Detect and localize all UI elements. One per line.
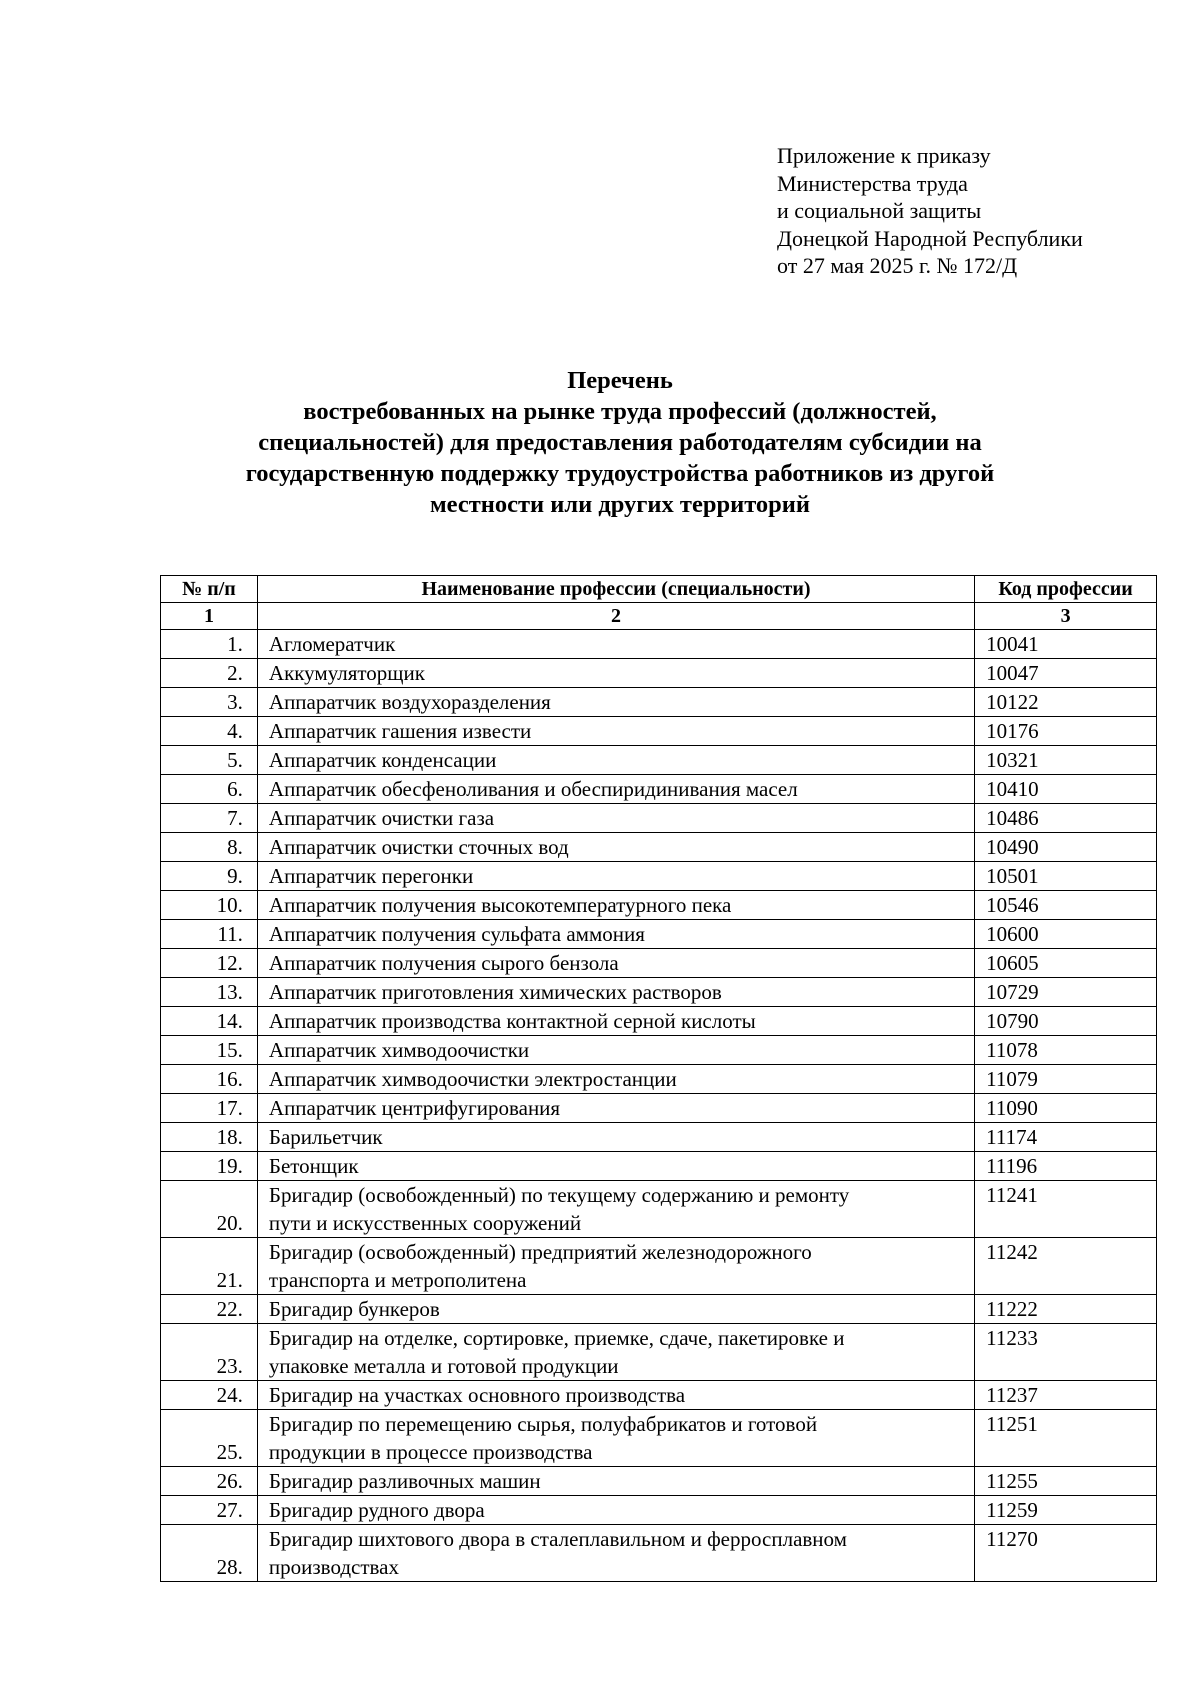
row-number: 2.	[161, 659, 258, 688]
profession-name: Аппаратчик очистки газа	[257, 804, 974, 833]
profession-code: 10176	[975, 717, 1157, 746]
profession-name: Бригадир бункеров	[257, 1295, 974, 1324]
table-row	[161, 949, 1157, 978]
profession-name: Аппаратчик обесфеноливания и обеспиридинивания масел	[257, 775, 974, 804]
professions-table	[160, 575, 1157, 1582]
profession-name-line: Бригадир шихтового двора в сталеплавильном и ферросплавном	[268, 1527, 847, 1551]
table-row	[161, 833, 1157, 862]
row-number: 3.	[161, 688, 258, 717]
appendix-line: Министерства труда	[777, 170, 968, 196]
profession-code: 11079	[975, 1065, 1157, 1094]
profession-name: Аппаратчик центрифугирования	[257, 1094, 974, 1123]
profession-name-line: пути и искусственных сооружений	[268, 1211, 582, 1235]
column-number: 3	[975, 603, 1157, 630]
row-number: 19.	[161, 1152, 258, 1181]
table-row	[161, 1152, 1157, 1181]
table-row	[161, 862, 1157, 891]
table-row	[161, 891, 1157, 920]
profession-name-line: Бригадир на отделке, сортировке, приемке, сдаче, пакетировке и	[268, 1326, 845, 1350]
row-number: 8.	[161, 833, 258, 862]
profession-code: 10486	[975, 804, 1157, 833]
profession-name: Аппаратчик производства контактной серной кислоты	[257, 1007, 974, 1036]
table-row	[161, 1065, 1157, 1094]
profession-name: Аппаратчик воздухоразделения	[257, 688, 974, 717]
table-row	[161, 1324, 1157, 1381]
row-number: 5.	[161, 746, 258, 775]
appendix-line: и социальной защиты	[777, 198, 982, 223]
appendix-line: Донецкой Народной Республики	[777, 225, 1083, 251]
profession-code: 10501	[975, 862, 1157, 891]
profession-code: 11255	[975, 1467, 1157, 1496]
profession-name-line: транспорта и метрополитена	[268, 1268, 527, 1292]
profession-code: 10546	[975, 891, 1157, 920]
profession-code: 10321	[975, 746, 1157, 775]
table-row	[161, 1295, 1157, 1324]
profession-name: Аппаратчик получения высокотемпературного пека	[257, 891, 974, 920]
appendix-line: от 27 мая 2025 г. № 172/Д	[777, 253, 1018, 278]
column-number: 1	[161, 603, 258, 630]
table-row	[161, 717, 1157, 746]
table-row	[161, 1467, 1157, 1496]
row-number: 1.	[161, 630, 258, 659]
profession-name: Аппаратчик получения сульфата аммония	[257, 920, 974, 949]
header-number: № п/п	[161, 576, 258, 603]
table-row	[161, 659, 1157, 688]
profession-name	[257, 1181, 974, 1238]
profession-code: 11251	[975, 1410, 1157, 1467]
row-number: 20.	[161, 1181, 258, 1238]
row-number: 23.	[161, 1324, 258, 1381]
profession-name: Аппаратчик очистки сточных вод	[257, 833, 974, 862]
table-row	[161, 920, 1157, 949]
row-number: 4.	[161, 717, 258, 746]
row-number: 25.	[161, 1410, 258, 1467]
table-row	[161, 1496, 1157, 1525]
table-row	[161, 1410, 1157, 1467]
row-number: 18.	[161, 1123, 258, 1152]
profession-name-line: упаковке металла и готовой продукции	[268, 1354, 619, 1378]
profession-name: Бригадир разливочных машин	[257, 1467, 974, 1496]
profession-code: 11233	[975, 1324, 1157, 1381]
profession-code: 11242	[975, 1238, 1157, 1295]
profession-code: 11259	[975, 1496, 1157, 1525]
row-number: 6.	[161, 775, 258, 804]
table-row	[161, 1238, 1157, 1295]
table-row	[161, 1123, 1157, 1152]
profession-code: 10729	[975, 978, 1157, 1007]
profession-code: 11241	[975, 1181, 1157, 1238]
profession-name	[257, 1238, 974, 1295]
table-row	[161, 630, 1157, 659]
title-line: востребованных на рынке труда профессий (должностей,	[303, 398, 937, 425]
table-row	[161, 1525, 1157, 1582]
row-number: 28.	[161, 1525, 258, 1582]
row-number: 13.	[161, 978, 258, 1007]
table-header-row	[161, 576, 1157, 603]
profession-name: Аппаратчик получения сырого бензола	[257, 949, 974, 978]
table-row	[161, 804, 1157, 833]
appendix-block	[777, 142, 1083, 280]
title-line: Перечень	[567, 367, 673, 394]
row-number: 12.	[161, 949, 258, 978]
profession-code: 11078	[975, 1036, 1157, 1065]
row-number: 7.	[161, 804, 258, 833]
profession-code: 11222	[975, 1295, 1157, 1324]
table-row	[161, 1381, 1157, 1410]
profession-code: 10047	[975, 659, 1157, 688]
table-row	[161, 1007, 1157, 1036]
profession-name: Аккумуляторщик	[257, 659, 974, 688]
profession-name-line: Бригадир (освобожденный) предприятий железнодорожного	[268, 1240, 812, 1264]
table-row	[161, 688, 1157, 717]
profession-code: 11237	[975, 1381, 1157, 1410]
profession-name: Аппаратчик перегонки	[257, 862, 974, 891]
profession-name	[257, 1525, 974, 1582]
profession-code: 11196	[975, 1152, 1157, 1181]
column-numbers-row	[161, 603, 1157, 630]
table-row	[161, 1036, 1157, 1065]
row-number: 16.	[161, 1065, 258, 1094]
document-title	[160, 365, 1080, 520]
profession-name: Бетонщик	[257, 1152, 974, 1181]
profession-name: Аппаратчик конденсации	[257, 746, 974, 775]
row-number: 26.	[161, 1467, 258, 1496]
title-line: местности или других территорий	[429, 491, 811, 518]
profession-name: Аппаратчик гашения извести	[257, 717, 974, 746]
header-name: Наименование профессии (специальности)	[257, 576, 974, 603]
profession-code: 11270	[975, 1525, 1157, 1582]
profession-code: 10490	[975, 833, 1157, 862]
table-row	[161, 978, 1157, 1007]
row-number: 9.	[161, 862, 258, 891]
profession-name: Аппаратчик химводоочистки электростанции	[257, 1065, 974, 1094]
profession-name: Агломератчик	[257, 630, 974, 659]
profession-name-line: производствах	[268, 1555, 399, 1579]
row-number: 17.	[161, 1094, 258, 1123]
row-number: 24.	[161, 1381, 258, 1410]
profession-name	[257, 1410, 974, 1467]
row-number: 21.	[161, 1238, 258, 1295]
profession-code: 11174	[975, 1123, 1157, 1152]
row-number: 22.	[161, 1295, 258, 1324]
profession-code: 10041	[975, 630, 1157, 659]
profession-name-line: Бригадир (освобожденный) по текущему содержанию и ремонту	[268, 1183, 850, 1207]
profession-name-line: продукции в процессе производства	[268, 1440, 593, 1464]
profession-name	[257, 1324, 974, 1381]
row-number: 14.	[161, 1007, 258, 1036]
header-code: Код профессии	[975, 576, 1157, 603]
profession-name: Бригадир рудного двора	[257, 1496, 974, 1525]
profession-code: 10790	[975, 1007, 1157, 1036]
profession-code: 11090	[975, 1094, 1157, 1123]
title-line: специальностей) для предоставления работодателям субсидии на	[258, 429, 982, 456]
row-number: 27.	[161, 1496, 258, 1525]
profession-code: 10410	[975, 775, 1157, 804]
row-number: 15.	[161, 1036, 258, 1065]
title-line: государственную поддержку трудоустройства работников из другой	[245, 460, 995, 487]
table-row	[161, 775, 1157, 804]
appendix-line: Приложение к приказу	[777, 143, 991, 168]
profession-code: 10600	[975, 920, 1157, 949]
row-number: 10.	[161, 891, 258, 920]
profession-name: Аппаратчик химводоочистки	[257, 1036, 974, 1065]
profession-name: Бригадир на участках основного производства	[257, 1381, 974, 1410]
profession-name: Аппаратчик приготовления химических растворов	[257, 978, 974, 1007]
table-row	[161, 1181, 1157, 1238]
profession-name: Барильетчик	[257, 1123, 974, 1152]
profession-code: 10122	[975, 688, 1157, 717]
column-number: 2	[257, 603, 974, 630]
profession-code: 10605	[975, 949, 1157, 978]
table-row	[161, 1094, 1157, 1123]
table-row	[161, 746, 1157, 775]
profession-name-line: Бригадир по перемещению сырья, полуфабрикатов и готовой	[268, 1412, 818, 1436]
row-number: 11.	[161, 920, 258, 949]
